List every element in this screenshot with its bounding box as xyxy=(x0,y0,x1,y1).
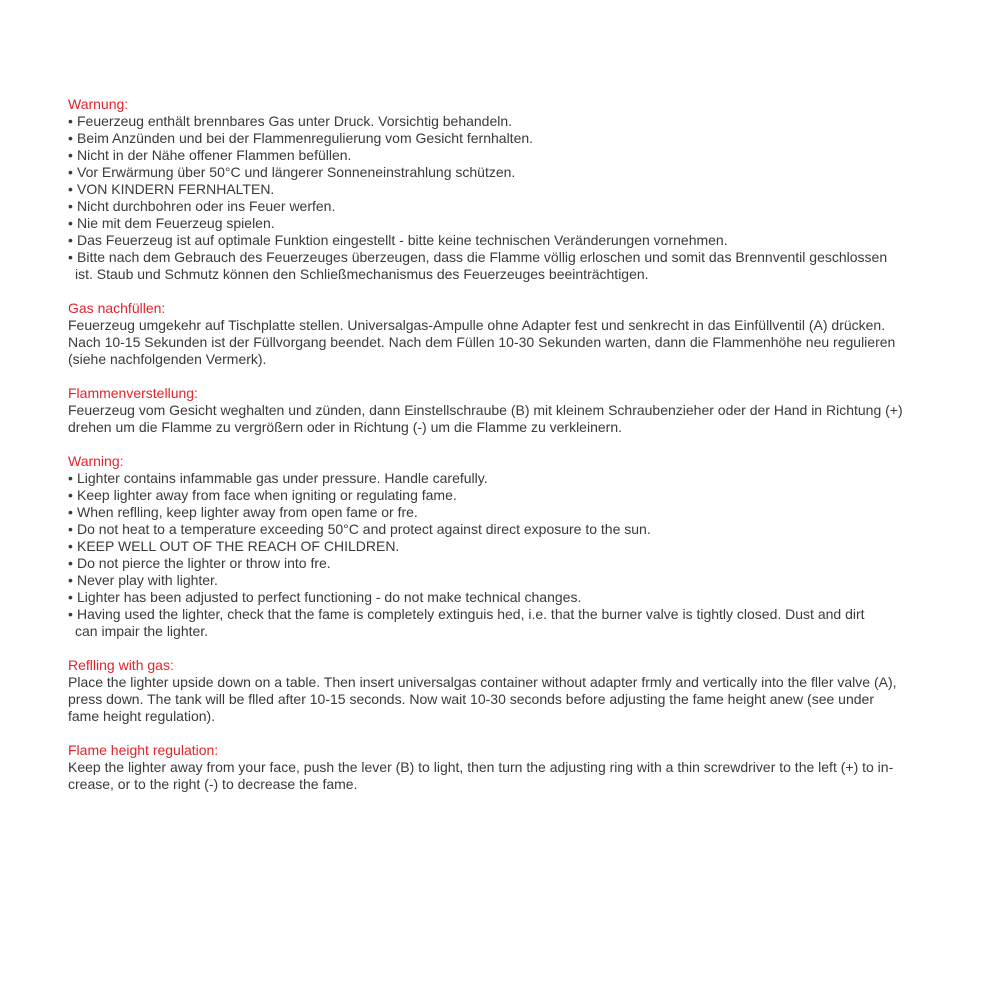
bullet-icon: • xyxy=(68,487,73,503)
text-line: drehen um die Flamme zu vergrößern oder in Richtung (-) um die Flamme zu verkleinern. xyxy=(68,419,622,435)
text-line xyxy=(68,589,960,606)
bullet-text: Nicht durchbohren oder ins Feuer werfen. xyxy=(77,198,336,214)
sections-container xyxy=(68,96,960,793)
bullet-text: Lighter contains infammable gas under pressure. Handle carefully. xyxy=(77,470,488,486)
bullet-icon: • xyxy=(68,589,73,605)
section-heading: Reflling with gas: xyxy=(68,657,174,673)
bullet-text: Bitte nach dem Gebrauch des Feuerzeuges überzeugen, dass die Flamme völlig erloschen und somit das Brennventil geschlossen xyxy=(77,249,888,265)
bullet-icon: • xyxy=(68,113,73,129)
bullet-text: Keep lighter away from face when igniting or regulating fame. xyxy=(77,487,457,503)
text-line xyxy=(68,181,960,198)
bullet-icon: • xyxy=(68,504,73,520)
bullet-icon: • xyxy=(68,147,73,163)
text-line xyxy=(68,572,960,589)
section-refilling-with-gas xyxy=(68,657,960,725)
text-line: press down. The tank will be flled after 10-15 seconds. Now wait 10-30 seconds before adjusting the fame height anew (see under xyxy=(68,691,874,707)
section-heading: Warnung: xyxy=(68,96,129,112)
bullet-icon: • xyxy=(68,130,73,146)
section-heading: Flammenverstellung: xyxy=(68,385,198,401)
text-line: (siehe nachfolgenden Vermerk). xyxy=(68,351,267,367)
bullet-icon: • xyxy=(68,232,73,248)
bullet-icon: • xyxy=(68,198,73,214)
text-line xyxy=(68,487,960,504)
text-line xyxy=(68,555,960,572)
text-line xyxy=(68,521,960,538)
bullet-text: Nicht in der Nähe offener Flammen befüllen. xyxy=(77,147,352,163)
bullet-text: When reflling, keep lighter away from open fame or fre. xyxy=(77,504,418,520)
text-line xyxy=(68,198,960,215)
bullet-text: Lighter has been adjusted to perfect functioning - do not make technical changes. xyxy=(77,589,582,605)
text-line xyxy=(68,504,960,521)
bullet-text: Das Feuerzeug ist auf optimale Funktion eingestellt - bitte keine technischen Veränderungen vornehmen. xyxy=(77,232,728,248)
section-heading: Gas nachfüllen: xyxy=(68,300,166,316)
text-line: fame height regulation). xyxy=(68,708,216,724)
bullet-text: Beim Anzünden und bei der Flammenregulierung vom Gesicht fernhalten. xyxy=(77,130,534,146)
text-line: crease, or to the right (-) to decrease the fame. xyxy=(68,776,358,792)
bullet-text: KEEP WELL OUT OF THE REACH OF CHILDREN. xyxy=(77,538,400,554)
bullet-text: Never play with lighter. xyxy=(77,572,218,588)
text-line: ist. Staub und Schmutz können den Schließmechanismus des Feuerzeuges beeinträchtigen. xyxy=(75,266,649,282)
text-line: Keep the lighter away from your face, push the lever (B) to light, then turn the adjusting ring with a thin screwdriver to the left (+) to in- xyxy=(68,759,894,775)
text-line: Feuerzeug vom Gesicht weghalten und zünden, dann Einstellschraube (B) mit kleinem Schraubenzieher oder der Hand in Richtung (+) xyxy=(68,402,903,418)
text-line xyxy=(68,538,960,555)
text-line xyxy=(68,606,960,623)
section-flammenverstellung xyxy=(68,385,960,436)
bullet-icon: • xyxy=(68,470,73,486)
bullet-text: Vor Erwärmung über 50°C und längerer Sonneneinstrahlung schützen. xyxy=(77,164,516,180)
text-line: Place the lighter upside down on a table. Then insert universalgas container without adapter frmly and vertically into the fller valve (A), xyxy=(68,674,897,690)
text-line: Nach 10-15 Sekunden ist der Füllvorgang beendet. Nach dem Füllen 10-30 Sekunden warten, dann die Flammenhöhe neu regulieren xyxy=(68,334,896,350)
bullet-icon: • xyxy=(68,249,73,265)
text-line xyxy=(68,147,960,164)
bullet-icon: • xyxy=(68,606,73,622)
bullet-text: VON KINDERN FERNHALTEN. xyxy=(77,181,275,197)
bullet-icon: • xyxy=(68,521,73,537)
bullet-text: Having used the lighter, check that the fame is completely extinguis hed, i.e. that the burner valve is tightly closed. Dust and dirt xyxy=(77,606,865,622)
bullet-icon: • xyxy=(68,181,73,197)
bullet-icon: • xyxy=(68,215,73,231)
text-line: can impair the lighter. xyxy=(75,623,209,639)
text-line xyxy=(68,249,960,266)
section-flame-height-regulation xyxy=(68,742,960,793)
bullet-icon: • xyxy=(68,555,73,571)
bullet-text: Nie mit dem Feuerzeug spielen. xyxy=(77,215,275,231)
bullet-text: Do not heat to a temperature exceeding 50°C and protect against direct exposure to the sun. xyxy=(77,521,651,537)
section-warning-en xyxy=(68,453,960,640)
section-heading: Warning: xyxy=(68,453,124,469)
bullet-icon: • xyxy=(68,538,73,554)
text-line: Feuerzeug umgekehr auf Tischplatte stellen. Universalgas-Ampulle ohne Adapter fest und senkrecht in das Einfüllventil (A) drücken. xyxy=(68,317,886,333)
bullet-text: Do not pierce the lighter or throw into fre. xyxy=(77,555,331,571)
text-line xyxy=(68,164,960,181)
bullet-icon: • xyxy=(68,164,73,180)
text-line xyxy=(68,130,960,147)
text-line xyxy=(68,113,960,130)
section-heading: Flame height regulation: xyxy=(68,742,219,758)
text-line xyxy=(68,215,960,232)
text-line xyxy=(68,232,960,249)
bullet-text: Feuerzeug enthält brennbares Gas unter Druck. Vorsichtig behandeln. xyxy=(77,113,513,129)
bullet-icon: • xyxy=(68,572,73,588)
section-warnung-de xyxy=(68,96,960,283)
text-line xyxy=(68,470,960,487)
section-gas-nachfuellen xyxy=(68,300,960,368)
